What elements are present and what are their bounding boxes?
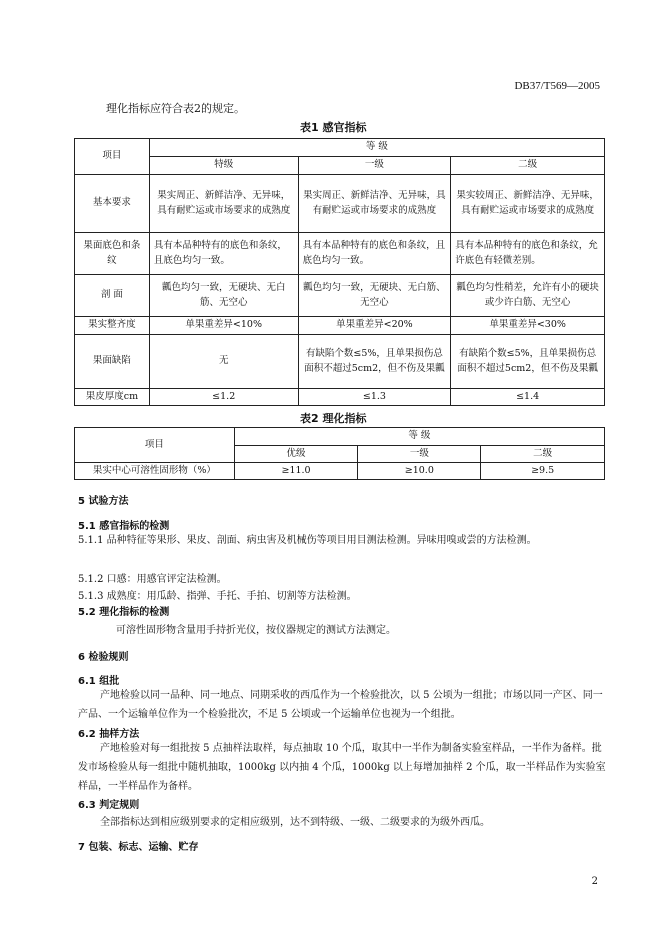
- section-5-1-1-text: 5.1.1 品种特征等果形、果皮、剖面、病虫害及机械伤等项目用目测法检测。异味用嗅或尝的方法检测。: [78, 535, 537, 546]
- table-cell: 具有本品种特有的底色和条纹，且底色均匀一致。: [298, 233, 451, 275]
- table-row: [75, 275, 605, 317]
- table-cell: ≥11.0: [234, 463, 358, 480]
- table-row: [75, 335, 605, 389]
- section-6-1-title: 6.1 组批: [78, 676, 120, 687]
- section-6-2-title: 6.2 抽样方法: [78, 729, 140, 740]
- table-cell: 具有本品种特有的底色和条纹，允许底色有轻微差别。: [451, 233, 605, 275]
- table-cell: 有缺陷个数≤5%，且单果损伤总面积不超过5cm2，但不伤及果瓤: [298, 335, 451, 389]
- section-6-title: 6 检验规则: [78, 652, 129, 663]
- table2-grade: 二级: [481, 446, 605, 463]
- table-cell: ≥9.5: [481, 463, 605, 480]
- table-cell: ≤1.3: [298, 389, 451, 406]
- table-cell: ≥10.0: [358, 463, 481, 480]
- table-cell: 无: [149, 335, 298, 389]
- table-cell: 果实周正、新鲜洁净、无异味，具有耐贮运或市场要求的成熟度: [298, 175, 451, 233]
- table1-grade: 二级: [451, 157, 605, 175]
- table1-grade: 一级: [298, 157, 451, 175]
- section-6-3-text: 全部指标达到相应级别要求的定相应级别，达不到特级、一级、二级要求的为级外西瓜。: [100, 817, 490, 828]
- section-5-2-text: 可溶性固形物含量用手持折光仪，按仪器规定的测试方法测定。: [116, 625, 396, 636]
- table1-item-header: 项目: [75, 139, 150, 175]
- table-cell: 果实周正、新鲜洁净、无异味，具有耐贮运或市场要求的成熟度: [149, 175, 298, 233]
- section-5-1-3-text: 5.1.3 成熟度：用瓜龄、指弹、手托、手拍、切割等方法检测。: [78, 591, 357, 602]
- section-6-3-title: 6.3 判定规则: [78, 800, 140, 811]
- table1-grade-header: 等 级: [149, 139, 604, 157]
- table-row: [75, 233, 605, 275]
- sensory-table: [74, 138, 605, 406]
- table-cell: ≤1.4: [451, 389, 605, 406]
- row-label: 果面缺陷: [75, 335, 150, 389]
- section-6-2-text: 产地检验对每一组批按 5 点抽样法取样，每点抽取 10 个瓜，取其中一半作为制备实验室样品，一半作为备样。批发市场检验从每一组批中随机抽取，1000kg 以内抽 4 个瓜，1000kg 以上每增加抽样 2 个瓜，取一半样品作为实验室样品，一半样品作为备样。: [78, 743, 606, 792]
- table-row: [75, 389, 605, 406]
- table1-caption: 表1 感官指标: [300, 121, 367, 134]
- section-7-title: 7 包装、标志、运输、贮存: [78, 842, 199, 853]
- table-cell: 单果重差异<30%: [451, 317, 605, 335]
- row-label: 果皮厚度cm: [75, 389, 150, 406]
- table-cell: 瓤色均匀性稍差，允许有小的硬块或少许白筋、无空心: [451, 275, 605, 317]
- section-5-1-2-text: 5.1.2 口感：用感官评定法检测。: [78, 574, 227, 585]
- table2-grade-header: 等 级: [234, 428, 604, 446]
- table-cell: 具有本品种特有的底色和条纹，且底色均匀一致。: [149, 233, 298, 275]
- table-cell: 单果重差异<20%: [298, 317, 451, 335]
- section-5-2-title: 5.2 理化指标的检测: [78, 607, 170, 618]
- intro-text: 理化指标应符合表2的规定。: [106, 102, 245, 115]
- row-label: 剖 面: [75, 275, 150, 317]
- physicochemical-table: [74, 427, 605, 480]
- row-label: 果实中心可溶性固形物（%）: [75, 463, 235, 480]
- row-label: 果实整齐度: [75, 317, 150, 335]
- table-cell: 单果重差异<10%: [149, 317, 298, 335]
- page-number: 2: [591, 876, 598, 887]
- table2-item-header: 项目: [75, 428, 235, 463]
- row-label: 基本要求: [75, 175, 150, 233]
- table2-grade: 一级: [358, 446, 481, 463]
- section-6-1-text: 产地检验以同一品种、同一地点、同期采收的西瓜作为一个检验批次，以 5 公顷为一组批；市场以同一产区、同一产品、一个运输单位作为一个检验批次，不足 5 公顷或一个运输单位也视为一个组批。: [78, 690, 603, 720]
- table-cell: 瓤色均匀一致，无硬块、无白筋、无空心: [298, 275, 451, 317]
- standard-code: DB37/T569—2005: [514, 80, 600, 92]
- table-cell: ≤1.2: [149, 389, 298, 406]
- table-row: [75, 317, 605, 335]
- table2-caption: 表2 理化指标: [300, 412, 367, 425]
- table-row: [75, 463, 605, 480]
- row-label: 果面底色和条纹: [75, 233, 150, 275]
- table-cell: 果实较周正、新鲜洁净、无异味，具有耐贮运或市场要求的成熟度: [451, 175, 605, 233]
- table-cell: 有缺陷个数≤5%，且单果损伤总面积不超过5cm2，但不伤及果瓤: [451, 335, 605, 389]
- section-5-1-title: 5.1 感官指标的检测: [78, 521, 170, 532]
- table2-grade: 优级: [234, 446, 358, 463]
- table-row: [75, 175, 605, 233]
- section-5-title: 5 试验方法: [78, 496, 129, 507]
- table1-grade: 特级: [149, 157, 298, 175]
- table-cell: 瓤色均匀一致，无硬块、无白筋、无空心: [149, 275, 298, 317]
